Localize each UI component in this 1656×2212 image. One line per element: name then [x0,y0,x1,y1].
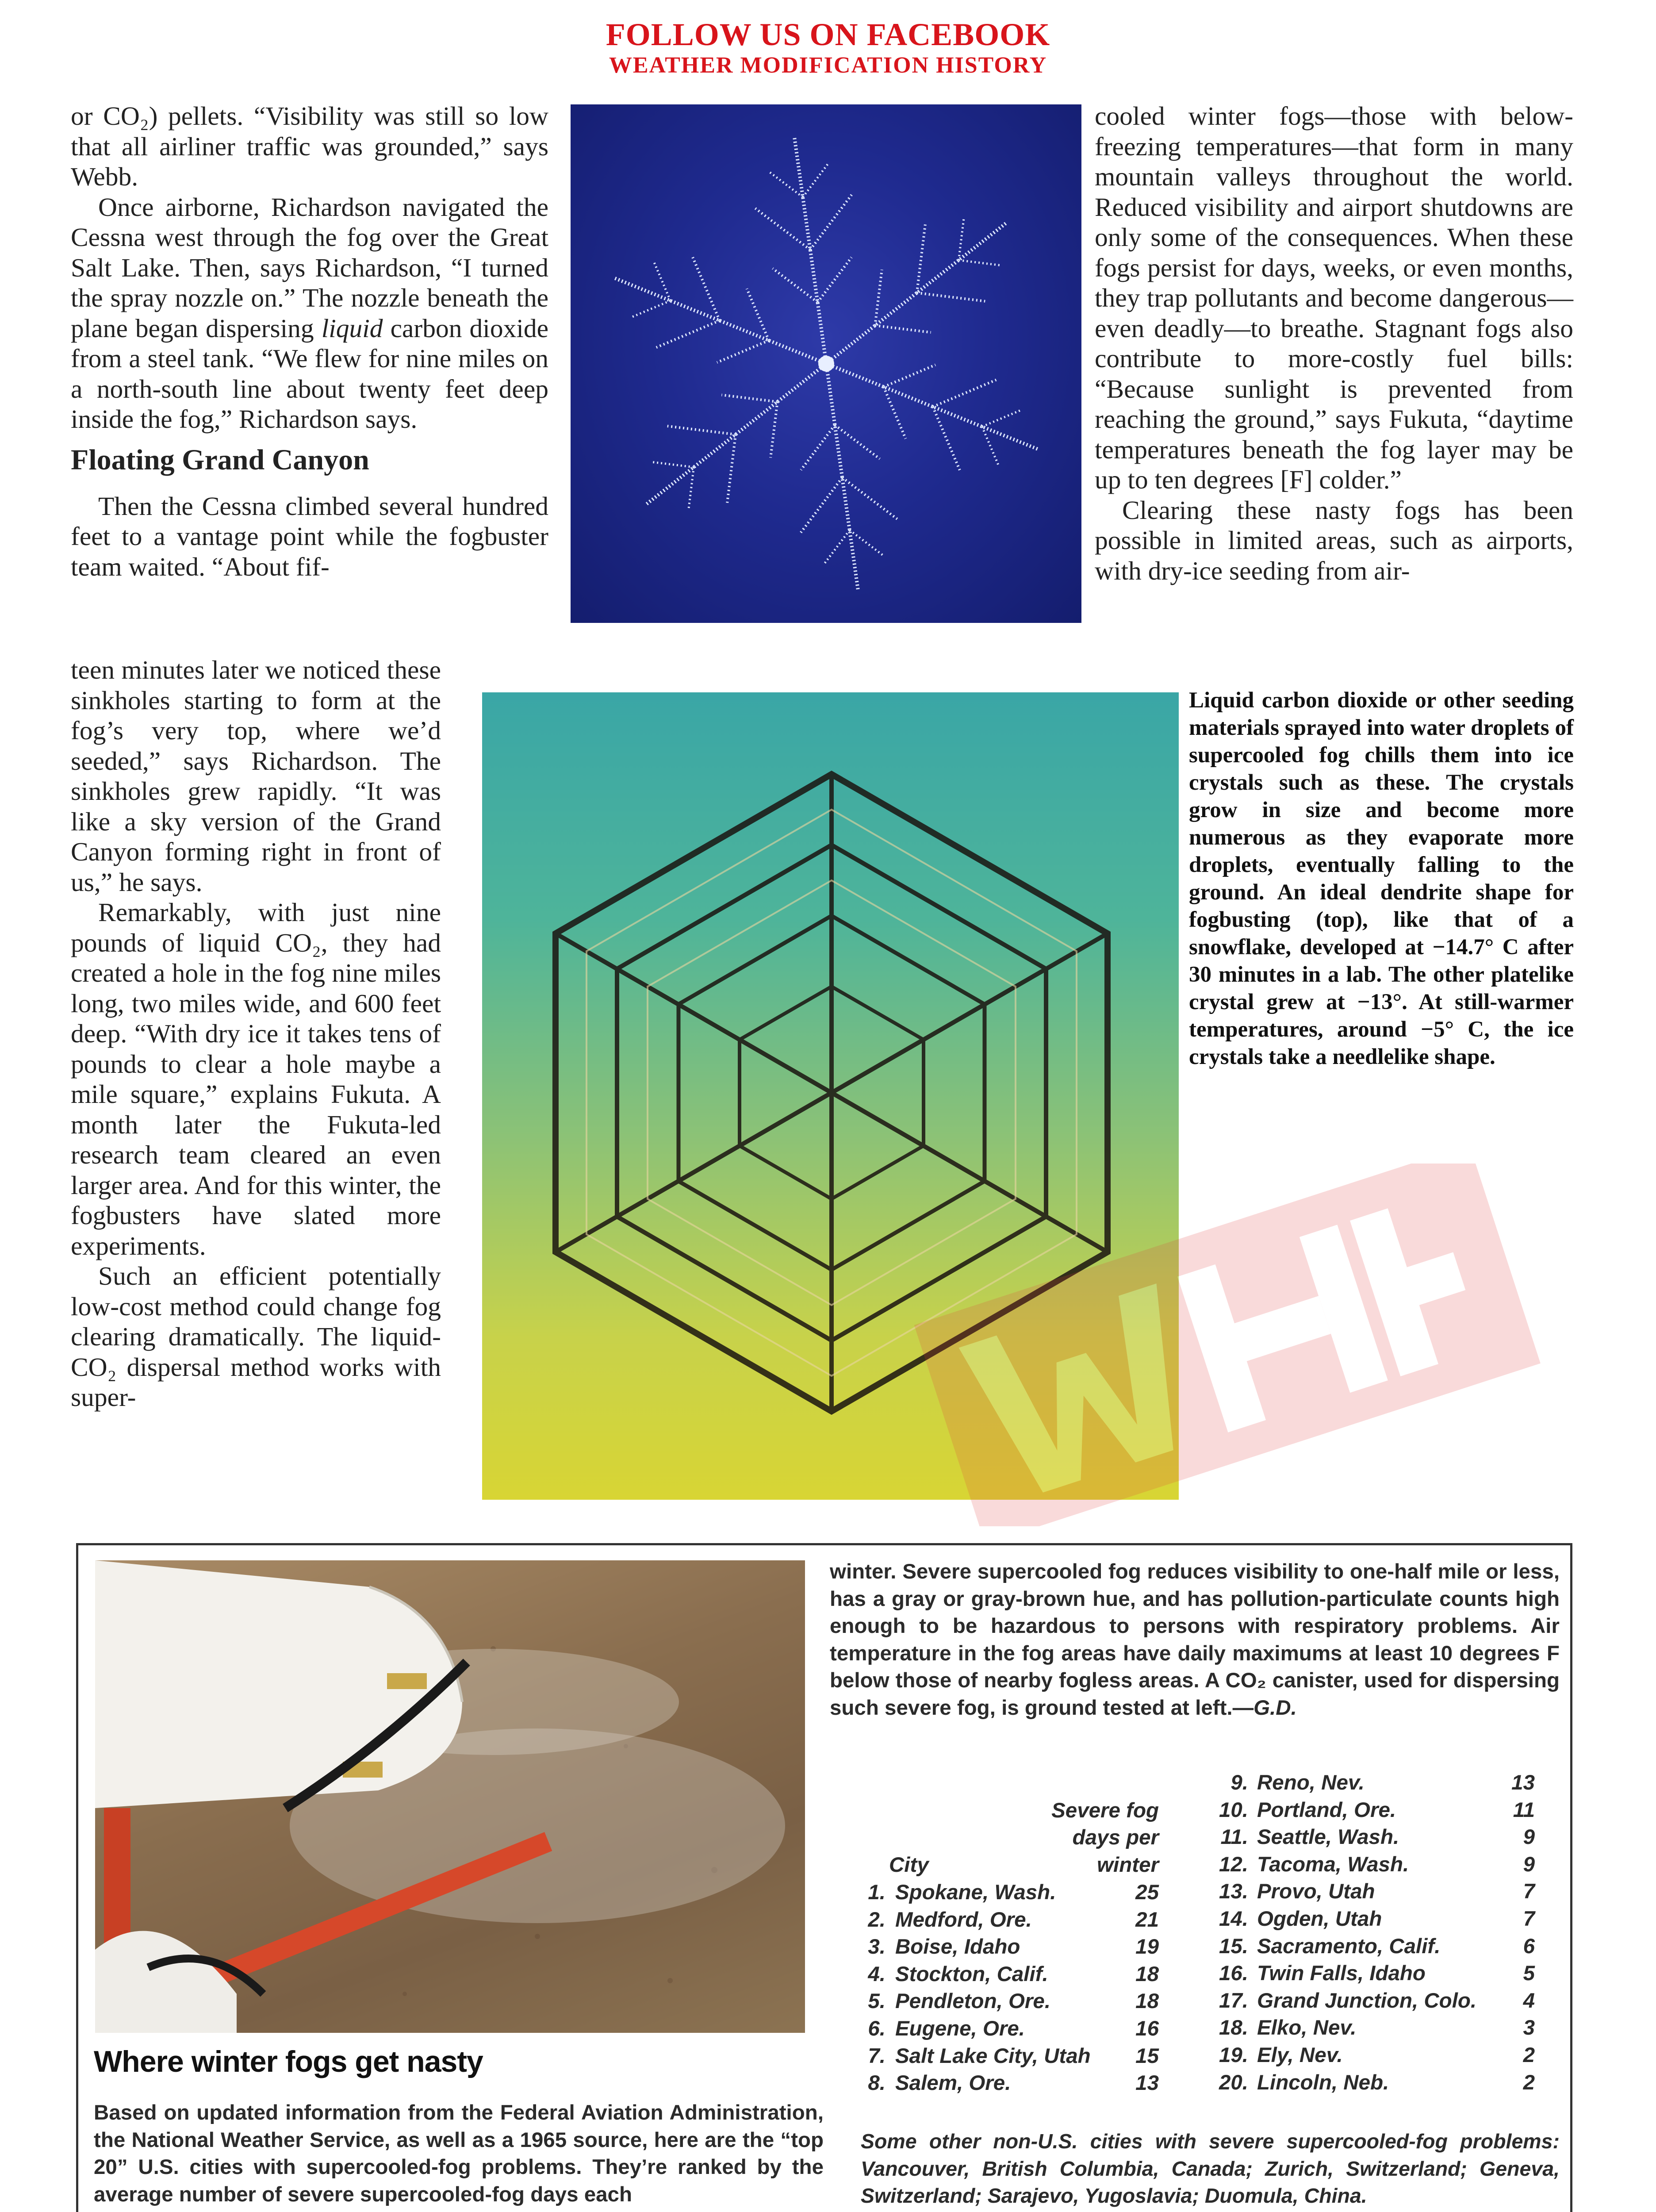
table-row-days: 3 [1523,2016,1535,2040]
table-row-days: 13 [1135,2071,1159,2095]
table-row-days: 7 [1523,1880,1535,1904]
table-row-city: Grand Junction, Colo. [1257,1989,1477,2012]
paragraph: or CO₂) pellets. “Visibility was still so low that all airliner traffic was grounded,” says Webb. [71,101,548,191]
dendrite-snowflake-photo [571,104,1081,623]
table-row-rank: 10. [1219,1798,1248,1822]
table-row-days: 5 [1523,1962,1535,1985]
table-row-rank: 4. [868,1962,886,1986]
table-header-days-1: Severe fog [1051,1799,1159,1822]
table-row-rank: 15. [1219,1934,1248,1958]
table-row-days: 13 [1511,1771,1535,1794]
paragraph: Such an efficient potentially low-cost method could change fog clearing dramatically. The liquid-CO₂ dispersal method works with super- [71,1261,441,1412]
table-row-city: Reno, Nev. [1257,1771,1365,1794]
table-row-city: Boise, Idaho [895,1935,1020,1959]
table-row-rank: 16. [1219,1962,1248,1985]
site-banner[interactable]: WEATHER MODIFICATION HISTORY [609,53,1047,78]
table-row-rank: 18. [1219,2016,1248,2040]
table-row-rank: 19. [1219,2043,1248,2067]
table-row-city: Ely, Nev. [1257,2043,1343,2067]
table-row-rank: 14. [1219,1907,1248,1931]
table-row-rank: 5. [868,1989,886,2013]
table-row-days: 2 [1523,2043,1535,2067]
article-column-1-bottom [71,655,441,1413]
feature-title: Where winter fogs get nasty [94,2045,483,2078]
table-row-rank: 20. [1219,2070,1248,2094]
table-row-rank: 17. [1219,1989,1248,2012]
photo-caption: Liquid carbon dioxide or other seeding materials sprayed into water droplets of supercooled fog chills them into ice crystals such as these. The crystals grow in size and become more numerous as they evaporate more droplets, eventually falling to the ground. An ideal dendrite shape for fogbusting (top), like that of a snowflake, developed at −14.7° C after 30 minutes in a lab. The other platelike crystal grew at −13°. At still-warmer temperatures, around −5° C, the ice crystals take a needlelike shape. [1189,688,1574,1069]
table-row-days: 9 [1523,1852,1535,1876]
feature-intro: Based on updated information from the Federal Aviation Administration, the National Weather Service, as well as a 1965 source, here are the “top 20” U.S. cities with supercooled-fog problems. They’re ranked by the average number of severe supercooled-fog days each [94,2101,824,2206]
table-row-rank: 12. [1219,1852,1248,1876]
table-row-city: Lincoln, Neb. [1257,2070,1389,2094]
table-row-days: 4 [1523,1989,1535,2012]
paragraph: Clearing these nasty fogs has been possible in limited areas, such as airports, with dry-ice seeding from air- [1095,495,1573,585]
wmh-watermark [882,1164,1568,1526]
table-row-days: 15 [1135,2044,1159,2068]
paragraph: teen minutes later we noticed these sinkholes starting to form at the fog’s very top, where we’d seeded,” says Richardson. The sinkholes grew rapidly. “It was like a sky version of the Grand Canyon forming right in front of us,” he says. [71,655,441,897]
table-row-rank: 2. [868,1908,886,1932]
table-row-days: 19 [1135,1935,1159,1959]
table-row-rank: 9. [1230,1771,1248,1794]
paragraph: Once airborne, Richardson navigated the Cessna west through the fog over the Great Salt Lake. Then, says Richardson, “I turned the spray nozzle on.” The nozzle beneath the plane began dispersing liquid carbon dioxide from a steel tank. “We flew for nine miles on a north-south line about twenty feet deep inside the fog,” Richardson says. [71,192,549,434]
table-row-city: Salem, Ore. [895,2071,1011,2095]
table-row-city: Spokane, Wash. [895,1881,1056,1904]
table-header-days-2: days per [1072,1826,1159,1849]
table-row-city: Twin Falls, Idaho [1257,1962,1426,1985]
table-row-city: Sacramento, Calif. [1257,1934,1441,1958]
non-us-cities-note: Some other non-U.S. cities with severe supercooled-fog problems: Vancouver, British Columbia, Canada; Zurich, Switzerland; Geneva, Switzerland; Sarajevo, Yugoslavia; Duomula, China. [861,2130,1560,2207]
table-header-city: City [889,1853,929,1877]
table-row-days: 18 [1135,1989,1159,2013]
table-row-rank: 1. [868,1881,886,1904]
table-row-city: Seattle, Wash. [1257,1825,1399,1849]
table-header-days-3: winter [1097,1853,1159,1877]
table-row-city: Portland, Ore. [1257,1798,1396,1822]
table-row-city: Elko, Nev. [1257,2016,1357,2040]
table-row-rank: 7. [868,2044,886,2068]
table-row-days: 6 [1523,1934,1535,1958]
table-row-days: 25 [1135,1881,1159,1904]
table-row-city: Salt Lake City, Utah [895,2044,1091,2068]
table-row-rank: 13. [1219,1880,1248,1904]
table-row-city: Provo, Utah [1257,1880,1375,1904]
facebook-banner[interactable]: FOLLOW US ON FACEBOOK [606,17,1050,52]
table-row-days: 11 [1513,1798,1535,1822]
paragraph: cooled winter fogs—those with below-freezing temperatures—that form in many mountain valleys throughout the world. Reduced visibility and airport shutdowns are only some of the consequences. When these fogs persist for days, weeks, or even months, they trap pollutants and become dangerous—even deadly—to breathe. Stagnant fogs also contribute to more-costly fuel bills: “Because sunlight is prevented from reaching the ground,” says Fukuta, “daytime temperatures beneath the fog layer may be up to ten degrees [F] colder.” [1095,101,1573,494]
table-row-rank: 6. [868,2017,886,2040]
paragraph: Remarkably, with just nine pounds of liquid CO₂, they had created a hole in the fog nine miles long, two miles wide, and 600 feet deep. “With dry ice it takes tens of pounds to clear a hole maybe a mile square,” explains Fukuta. A month later the Fukuta-led research team cleared an even larger area. And for this winter, the fogbusters have slated more experiments. [71,898,441,1260]
feature-continuation: winter. Severe supercooled fog reduces visibility to one-half mile or less, has a gray or gray-brown hue, and has pollution-particulate counts high enough to be hazardous to persons with respiratory problems. Air temperature in the fog areas have daily maximums at least 10 degrees F below those of nearby fogless areas. A CO₂ canister, used for dispersing such severe fog, is ground tested at left.—G.D. [830,1560,1560,1720]
table-row-city: Ogden, Utah [1257,1907,1382,1931]
article-column-3 [1095,101,1573,586]
article-column-1-top [71,101,548,582]
table-row-rank: 8. [868,2071,886,2095]
table-row-rank: 11. [1220,1825,1248,1849]
table-row-days: 16 [1135,2017,1159,2040]
table-row-rank: 3. [868,1935,886,1959]
subheading: Floating Grand Canyon [71,443,369,476]
table-row-days: 7 [1523,1907,1535,1931]
table-row-city: Eugene, Ore. [895,2017,1025,2040]
table-row-days: 21 [1135,1908,1159,1932]
co2-canister-photo [95,1560,805,2033]
table-row-days: 9 [1523,1825,1535,1849]
table-row-city: Tacoma, Wash. [1257,1852,1409,1876]
table-row-city: Medford, Ore. [895,1908,1032,1932]
table-row-city: Stockton, Calif. [895,1962,1048,1986]
paragraph: Then the Cessna climbed several hundred feet to a vantage point while the fogbuster team waited. “About fif- [71,491,548,581]
table-row-city: Pendleton, Ore. [895,1989,1051,2013]
table-row-days: 18 [1135,1962,1159,1986]
table-row-days: 2 [1523,2070,1535,2094]
